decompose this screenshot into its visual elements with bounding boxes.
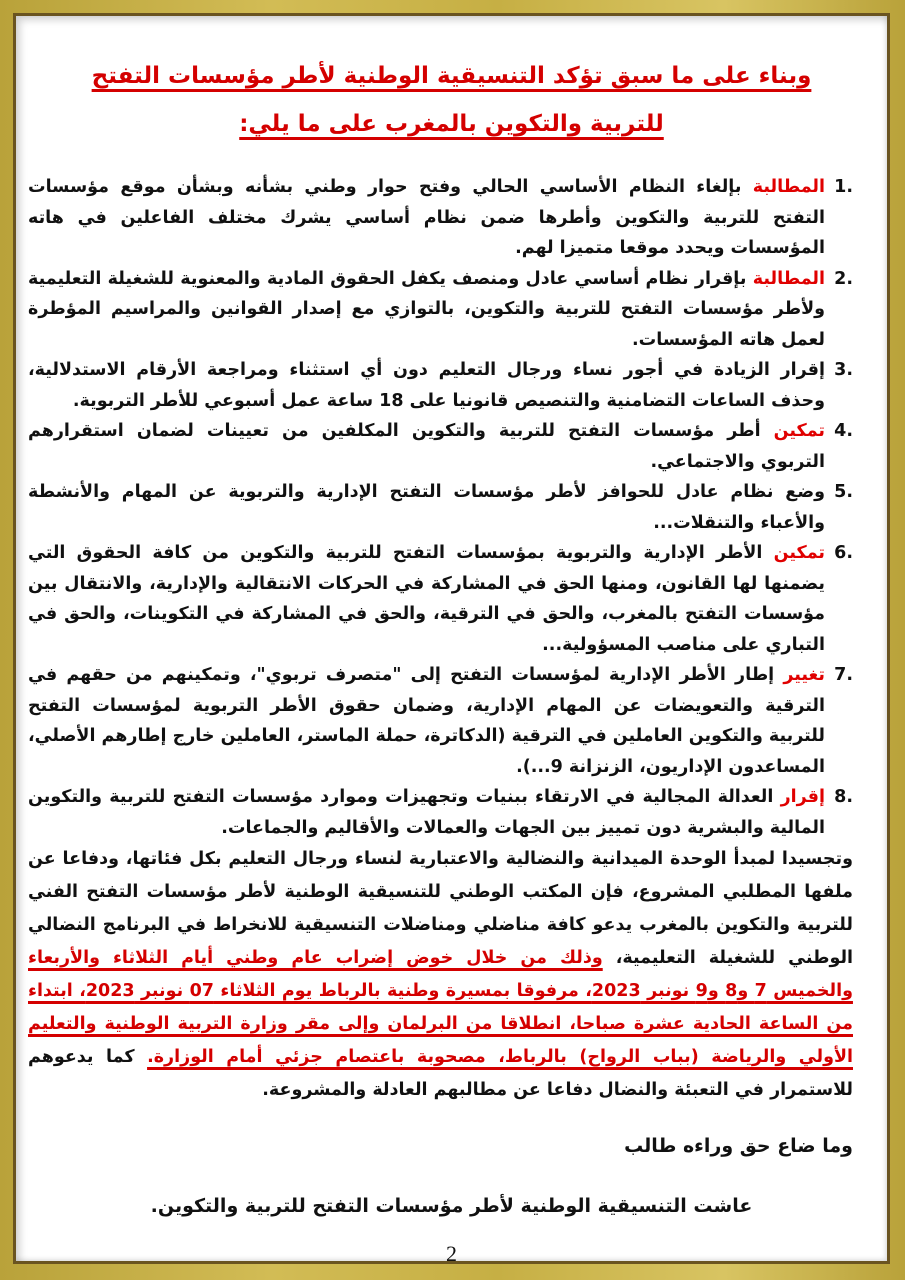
demand-text: العدالة المجالية في الارتقاء ببنيات وتجهيزات وموارد مؤسسات التفتح للتربية والتكوين المالية والبشرية دون تمييز بين الجهات والعمالات والأقاليم والجماعات. <box>28 787 825 838</box>
closing-tail: كما يدعوهم للاستمرار في التعبئة والنضال دفاعا عن مطالبهم العادلة والمشروعة. <box>28 1047 853 1100</box>
demand-keyword: المطالبة <box>752 268 825 289</box>
demand-number: 8. <box>834 787 853 807</box>
strike-announcement: وذلك من خلال خوض إضراب عام وطني أيام الثلاثاء والأربعاء والخميس 7 و8 و9 نونبر 2023، مرفوقا بمسيرة وطنية بالرباط يوم الثلاثاء 07 نونبر 2023، ابتداء من الساعة الحادية عشرة صباحا، انطلاقا من البرلمان وإلى مقر وزارة التربية الوطنية والتعليم الأولي والرياضة (بباب الرواح) بالرباط، مصحوبة باعتصام جزئي أمام الوزارة. <box>28 948 853 1067</box>
demands-list <box>16 172 887 843</box>
demand-keyword: تمكين <box>773 543 825 563</box>
demand-keyword: تغيير <box>783 665 825 685</box>
demand-number: 6. <box>834 543 853 563</box>
closing-intro: وتجسيدا لمبدأ الوحدة الميدانية والنضالية والاعتبارية لنساء ورجال التعليم بكل فئاتها، ودفاعا عن ملفها المطلبي المشروع، فإن المكتب الوطني للتنسيقية الوطنية لأطر مؤسسات التفتح الفني للتربية والتكوين بالمغرب يدعو كافة مناضلي ومناضلات التنسيقية للانخراط في البرنامج النضالي الوطني للشغيلة التعليمية، <box>28 849 854 968</box>
demand-number: 5. <box>834 482 853 502</box>
document-heading <box>16 52 887 148</box>
demand-number: 2. <box>834 268 853 289</box>
demand-keyword: المطالبة <box>752 177 825 197</box>
demand-keyword: تمكين <box>773 421 825 441</box>
demand-item <box>28 355 853 416</box>
demand-text: بإلغاء النظام الأساسي الحالي وفتح حوار وطني بشأنه وبشأن موقع مؤسسات التفتح للتربية والتكوين وأطرها ضمن نظام أساسي يشرك مختلف الفاعلين في هاته المؤسسات ويحدد موقعا متميزا لهم. <box>28 177 825 258</box>
demand-item <box>28 172 853 264</box>
page-number: 2 <box>446 1241 457 1266</box>
demand-item <box>28 477 853 538</box>
demand-item <box>28 416 853 477</box>
motto: وما ضاع حق وراءه طالب <box>624 1135 853 1157</box>
demand-text: بإقرار نظام أساسي عادل ومنصف يكفل الحقوق المادية والمعنوية للشغيلة التعليمية ولأطر مؤسسات التفتح للتربية والتكوين، بالتوازي مع إصدار القوانين والمراسيم المؤطرة لعمل هاته المؤسسات. <box>28 268 825 350</box>
closing-paragraph <box>16 843 887 1107</box>
demand-item <box>28 538 853 660</box>
signoff: عاشت التنسيقية الوطنية لأطر مؤسسات التفتح للتربية والتكوين. <box>150 1195 753 1217</box>
demand-text: أطر مؤسسات التفتح للتربية والتكوين المكلفين من تعيينات لضمان استقرارهم التربوي والاجتماعي. <box>28 421 825 472</box>
demand-item <box>28 264 853 356</box>
heading-line-1: وبناء على ما سبق تؤكد التنسيقية الوطنية لأطر مؤسسات التفتح <box>91 63 812 89</box>
demand-number: 7. <box>834 665 853 685</box>
demand-keyword: إقرار <box>780 787 825 807</box>
demand-text: وضع نظام عادل للحوافز لأطر مؤسسات التفتح الإدارية والتربوية عن المهام والأنشطة والأعباء والتنقلات... <box>28 482 825 533</box>
demand-number: 4. <box>834 421 853 441</box>
demand-number: 1. <box>834 177 853 197</box>
demand-number: 3. <box>834 360 853 380</box>
demand-item <box>28 782 853 843</box>
heading-line-2: للتربية والتكوين بالمغرب على ما يلي: <box>239 111 664 137</box>
demand-text: إقرار الزيادة في أجور نساء ورجال التعليم دون أي استثناء ومراجعة الأرقام الاستدلالية، وحذف الساعات التضامنية والتنصيص قانونيا على 18 ساعة عمل أسبوعي للأطر التربوية. <box>28 360 825 411</box>
document-page <box>16 16 887 1266</box>
demand-item <box>28 660 853 782</box>
demand-text: الأطر الإدارية والتربوية بمؤسسات التفتح للتربية والتكوين من كافة الحقوق التي يضمنها لها القانون، ومنها الحق في المشاركة في الحركات الانتقالية والإدارية، والانتقال بين مؤسسات التفتح بالمغرب، والحق في الترقية، والحق في المشاركة في التكوينات، والحق في التباري على مناصب المسؤولية... <box>28 543 825 655</box>
demand-text: إطار الأطر الإدارية لمؤسسات التفتح إلى "متصرف تربوي"، وتمكينهم من حقهم في الترقية والتعويضات عن المهام الإدارية، وضمان حقوق الأطر التربوية لمؤسسات التفتح للتربية والتكوين العاملين في الترقية (الدكاترة، حملة الماستر، العاملين خارج إطارهم الأصلي، المساعدون الإداريون، الزنزانة 9...). <box>28 665 825 777</box>
